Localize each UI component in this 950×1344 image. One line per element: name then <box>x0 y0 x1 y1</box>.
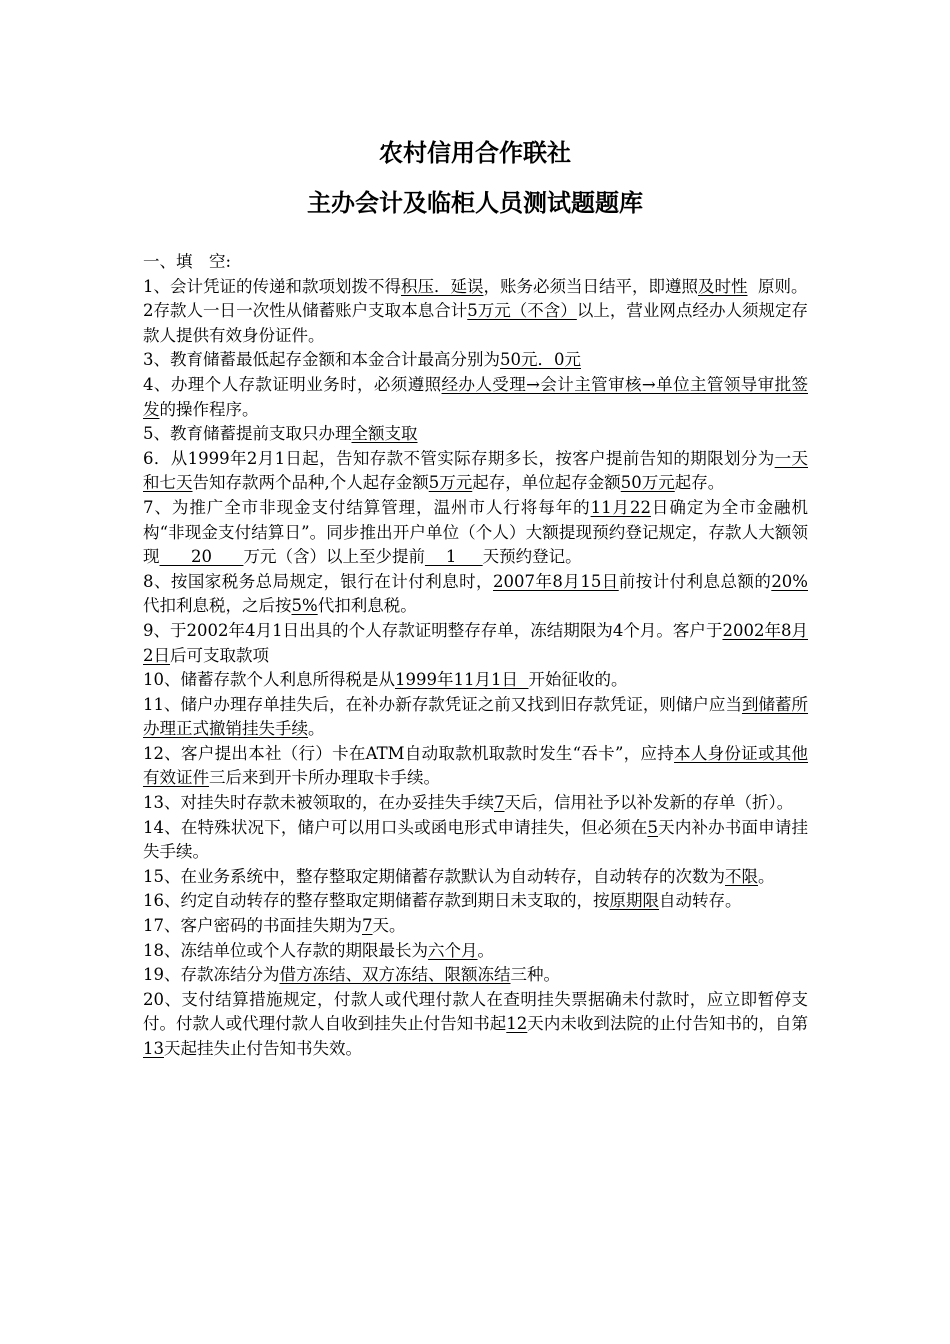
answer-text: 积压．延误 <box>401 276 484 296</box>
answer-text: 50元．0元 <box>500 350 581 370</box>
question-item <box>143 570 808 619</box>
question-text: ，账务必须当日结平，即遵照 <box>483 276 698 296</box>
answer-text: 5% <box>291 596 318 616</box>
answer-text: 2007年8月15日 <box>493 571 619 591</box>
question-text: 7、为推广全市非现金支付结算管理，温州市人行将每年的 <box>143 497 591 517</box>
question-text: 天后，信用社予以补发新的存单（折）。 <box>504 793 794 813</box>
answer-text: 13 <box>143 1039 164 1058</box>
question-text: 的操作程序。 <box>159 399 259 419</box>
question-text: 15、在业务系统中，整存整取定期储蓄存款默认为自动转存，自动转存的次数为 <box>143 866 725 886</box>
answer-text: 1999年11月1日 <box>395 670 529 690</box>
question-text: 万元（含）以上至少提前 <box>243 547 425 567</box>
answer-text: 本人身份证或其他有效证件 <box>143 743 809 788</box>
question-text: 天内未收到法院的止付告知书的，自第 <box>527 1014 809 1034</box>
question-text: 起存，单位起存金额 <box>472 473 621 493</box>
question-item <box>143 816 808 865</box>
question-item <box>143 348 808 373</box>
question-item <box>143 668 808 693</box>
question-item <box>143 939 808 964</box>
question-text: 1、会计凭证的传递和款项划拨不得 <box>143 276 401 296</box>
question-text: 代扣利息税。 <box>317 596 417 616</box>
document-body <box>143 250 808 1062</box>
question-text: 原则。 <box>747 276 808 296</box>
answer-text: 及时性 <box>698 276 748 296</box>
question-text: 17、客户密码的书面挂失期为 <box>143 916 362 936</box>
question-text: 日确定为全市金融机构“非现金支付结算日”。同步推出开户单位（个人）大额提现预约登记规定，存款人大额领现 <box>143 497 808 567</box>
question-text: 自动转存。 <box>659 891 742 911</box>
section-heading: 一、填 空: <box>143 252 232 271</box>
question-text: 8、按国家税务总局规定，银行在计付利息时， <box>143 571 494 591</box>
question-text: 16、约定自动转存的整存整取定期储蓄存款到期日未支取的，按 <box>143 891 610 911</box>
document-title: 农村信用合作联社 <box>379 139 571 167</box>
answer-text: 7 <box>494 793 505 813</box>
question-item <box>143 963 808 988</box>
question-item <box>143 742 808 791</box>
answer-text: 六个月 <box>428 940 478 960</box>
answer-text: 20 <box>159 547 244 567</box>
answer-text: 7 <box>362 916 373 936</box>
question-text: 三种。 <box>510 965 560 985</box>
answer-text: 原期限 <box>609 891 659 911</box>
question-text: 13、对挂失时存款未被领取的，在办妥挂失手续 <box>143 793 494 813</box>
question-text: 告知存款两个品种,个人起存金额 <box>192 473 429 493</box>
question-text: 以上，营业网点经办人须规定存款人提供有效身份证件。 <box>143 301 809 345</box>
answer-text: 12 <box>506 1014 528 1034</box>
question-text: 天预约登记。 <box>482 547 582 567</box>
question-text: 5、教育储蓄提前支取只办理 <box>143 424 352 444</box>
answer-text: 5万元（不含） <box>467 301 577 321</box>
answer-text: 借方冻结、双方冻结、限额冻结 <box>279 965 511 985</box>
question-text: 19、存款冻结分为 <box>143 965 280 985</box>
question-item <box>143 275 808 300</box>
question-item <box>143 496 808 570</box>
question-text: 。 <box>477 940 494 960</box>
question-text: 天。 <box>372 916 406 936</box>
answer-text: 5 <box>647 817 658 837</box>
answer-text: 20% <box>771 571 808 591</box>
answer-text: 5万元 <box>428 473 473 493</box>
answer-text: 11月22 <box>590 497 651 517</box>
question-item <box>143 791 808 816</box>
answer-text: 不限 <box>725 866 758 886</box>
question-item <box>143 914 808 939</box>
question-text: 天起挂失止付告知书失效。 <box>164 1039 362 1058</box>
question-text: 4、办理个人存款证明业务时，必须遵照 <box>143 374 442 394</box>
question-text: 9、于2002年4月1日出具的个人存款证明整存存单，冻结期限为4个月。客户于 <box>143 620 723 640</box>
answer-text: 经办人受理→会计主管审核→单位主管领导审批签发 <box>143 374 808 419</box>
question-item <box>143 889 808 914</box>
question-item <box>143 299 808 348</box>
question-text: 代扣利息税，之后按 <box>143 596 292 616</box>
question-text: 3、教育储蓄最低起存金额和本金合计最高分别为 <box>143 350 500 370</box>
question-text: 10、储蓄存款个人利息所得税是从 <box>143 670 395 690</box>
answer-text: 一天和七天 <box>143 448 808 493</box>
answer-text: 2002年8月2日 <box>143 620 808 665</box>
question-item <box>143 422 808 447</box>
question-text: 前按计付利息总额的 <box>618 571 772 591</box>
question-text: 2存款人一日一次性从储蓄账户支取本息合计 <box>143 301 468 321</box>
answer-text: 50万元 <box>620 473 675 493</box>
question-text: 12、客户提出本社（行）卡在ATM自动取款机取款时发生“吞卡”，应持 <box>143 743 675 763</box>
question-text: 。 <box>758 866 775 886</box>
question-text: 后可支取款项 <box>170 645 269 665</box>
question-text: 三后来到开卡所办理取卡手续。 <box>209 768 440 788</box>
question-text: 18、冻结单位或个人存款的期限最长为 <box>143 940 428 960</box>
question-text: 11、储户办理存单挂失后，在补办新存款凭证之前又找到旧存款凭证，则储户应当 <box>143 694 742 714</box>
question-text: 开始征收的。 <box>528 670 628 690</box>
question-text: 天内补办书面申请挂失手续。 <box>143 817 809 862</box>
question-item <box>143 447 808 496</box>
question-text: 6．从1999年2月1日起，告知存款不管实际存期多长，按客户提前告知的期限划分为 <box>143 448 775 468</box>
answer-text: 到储蓄所办理正式撤销挂失手续 <box>143 694 809 739</box>
question-item <box>143 619 808 668</box>
question-item <box>143 865 808 890</box>
question-text: 14、在特殊状况下，储户可以用口头或函电形式申请挂失，但必须在 <box>143 817 648 837</box>
question-text: 。 <box>308 719 325 739</box>
answer-text: 1 <box>424 547 483 567</box>
question-item <box>143 988 808 1062</box>
question-text: 起存。 <box>674 473 725 493</box>
question-item <box>143 373 808 422</box>
document-subtitle: 主办会计及临柜人员测试题题库 <box>307 189 643 217</box>
question-text: 20、支付结算措施规定，付款人或代理付款人在查明挂失票据确未付款时，应立即暂停支付。付款人或代理付款人自收到挂失止付告知书起 <box>143 989 808 1034</box>
answer-text: 全额支取 <box>351 424 418 444</box>
question-item <box>143 693 808 742</box>
